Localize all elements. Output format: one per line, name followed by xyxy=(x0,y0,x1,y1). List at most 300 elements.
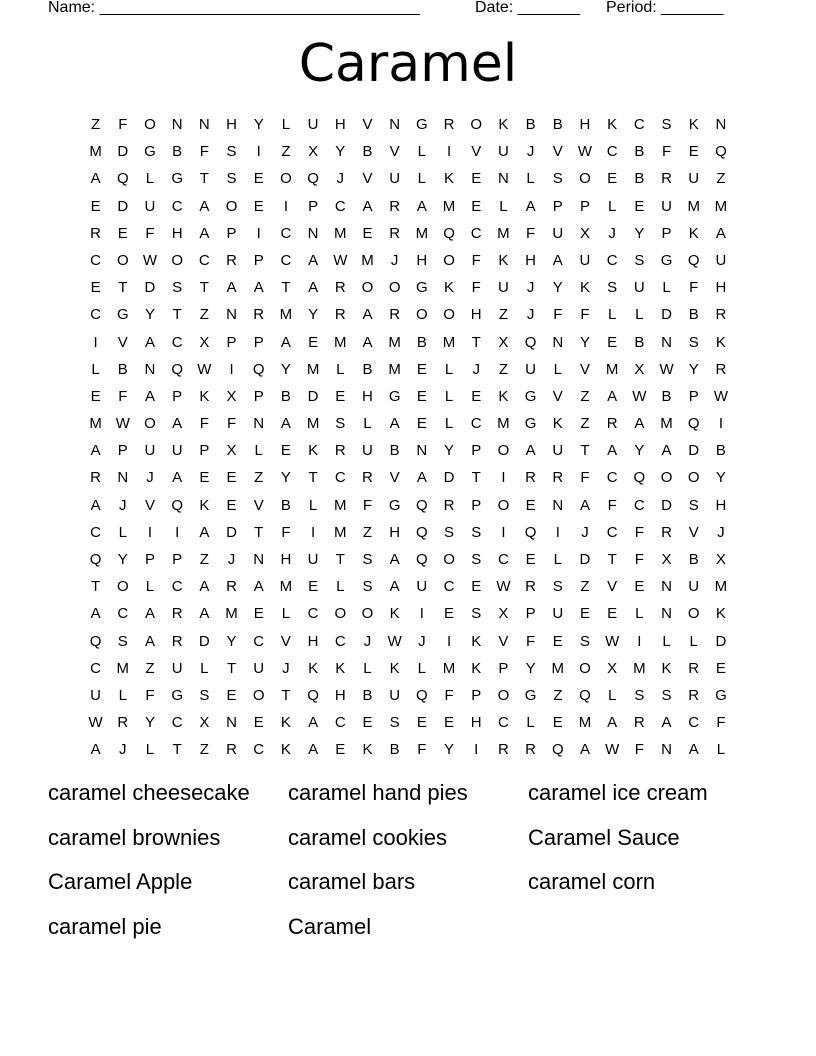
grid-letter: O xyxy=(225,197,238,215)
grid-letter: P xyxy=(661,224,672,242)
grid-letter: L xyxy=(499,197,508,215)
grid-letter: S xyxy=(634,251,645,269)
grid-letter: O xyxy=(579,659,591,677)
grid-letter: X xyxy=(634,360,645,378)
grid-letter: X xyxy=(199,333,210,351)
grid-row xyxy=(82,329,742,356)
word-bank-item: Caramel Sauce xyxy=(528,824,680,850)
grid-letter: C xyxy=(280,224,292,242)
grid-letter: Z xyxy=(362,523,373,541)
grid-letter: J xyxy=(119,741,127,759)
grid-letter: Q xyxy=(687,251,700,269)
grid-letter: V xyxy=(579,360,590,378)
grid-letter: V xyxy=(144,496,155,514)
grid-letter: J xyxy=(418,632,426,650)
grid-letter: L xyxy=(526,170,535,188)
grid-letter: R xyxy=(661,170,672,188)
grid-letter: A xyxy=(199,578,210,596)
grid-letter: M xyxy=(497,415,510,433)
grid-letter: O xyxy=(497,686,510,704)
grid-letter: T xyxy=(172,306,182,324)
grid-letter: D xyxy=(579,551,591,568)
grid-letter: C xyxy=(90,251,102,269)
grid-letter: N xyxy=(661,741,672,759)
grid-letter: B xyxy=(280,496,291,514)
grid-letter: F xyxy=(580,306,590,324)
grid-letter: L xyxy=(417,170,427,188)
grid-letter: V xyxy=(389,469,400,487)
grid-letter: U xyxy=(633,279,645,297)
grid-letter: I xyxy=(501,523,506,541)
grid-letter: Q xyxy=(416,496,428,514)
page-title: Caramel xyxy=(298,34,518,94)
grid-letter: H xyxy=(470,714,482,732)
grid-letter: B xyxy=(525,116,536,133)
grid-letter: M xyxy=(225,605,238,623)
grid-letter: I xyxy=(93,333,98,351)
grid-letter: B xyxy=(362,143,373,161)
grid-letter: K xyxy=(444,279,455,297)
grid-letter: M xyxy=(361,251,374,269)
grid-letter: R xyxy=(633,714,645,732)
grid-row xyxy=(82,165,742,192)
grid-letter: K xyxy=(552,415,563,433)
grid-letter: Z xyxy=(580,578,590,596)
grid-letter: O xyxy=(144,116,156,133)
grid-letter: F xyxy=(716,714,726,732)
grid-letter: W xyxy=(605,632,620,650)
grid-letter: A xyxy=(172,415,183,433)
grid-letter: Z xyxy=(145,659,155,677)
grid-letter: B xyxy=(416,333,427,351)
grid-letter: O xyxy=(443,306,455,324)
grid-letter: P xyxy=(226,224,237,242)
grid-letter: W xyxy=(632,387,647,405)
grid-letter: M xyxy=(551,659,565,677)
grid-letter: B xyxy=(362,360,373,378)
grid-letter: T xyxy=(471,469,481,487)
grid-row xyxy=(82,736,742,763)
grid-letter: W xyxy=(577,143,593,161)
grid-letter: W xyxy=(142,251,158,269)
grid-letter: K xyxy=(308,442,319,460)
grid-letter: T xyxy=(308,469,318,487)
grid-letter: I xyxy=(637,632,642,650)
grid-letter: Z xyxy=(553,686,563,704)
grid-letter: K xyxy=(688,116,699,133)
grid-letter: D xyxy=(117,197,129,215)
grid-letter: Q xyxy=(524,523,537,541)
grid-letter: P xyxy=(144,551,155,568)
grid-letter: K xyxy=(471,659,482,677)
grid-letter: A xyxy=(525,442,536,460)
grid-letter: X xyxy=(579,224,590,242)
grid-letter: M xyxy=(306,415,320,433)
grid-letter: M xyxy=(415,224,429,242)
grid-letter: O xyxy=(361,605,374,623)
grid-letter: C xyxy=(497,714,509,732)
grid-letter: B xyxy=(634,333,645,351)
grid-letter: Q xyxy=(252,360,265,378)
grid-letter: J xyxy=(717,523,725,541)
grid-letter: K xyxy=(688,224,699,242)
grid-letter: P xyxy=(471,442,482,460)
grid-letter: W xyxy=(496,578,511,596)
grid-letter: M xyxy=(334,496,347,514)
grid-letter: S xyxy=(226,170,237,188)
grid-letter: C xyxy=(334,197,346,215)
grid-letter: G xyxy=(524,686,537,704)
grid-letter: K xyxy=(389,659,400,677)
grid-letter: E xyxy=(226,496,237,514)
grid-letter: X xyxy=(498,333,509,351)
grid-letter: L xyxy=(607,306,617,324)
grid-letter: Y xyxy=(144,306,155,324)
grid-letter: L xyxy=(118,523,127,541)
grid-letter: K xyxy=(199,387,210,405)
grid-letter: A xyxy=(362,197,373,215)
grid-letter: O xyxy=(361,279,374,297)
grid-letter: G xyxy=(660,251,673,269)
grid-letter: R xyxy=(334,279,346,297)
grid-letter: O xyxy=(116,251,129,269)
grid-letter: C xyxy=(253,632,265,650)
grid-letter: A xyxy=(144,333,155,351)
grid-letter: S xyxy=(389,714,400,732)
grid-letter: O xyxy=(497,496,510,514)
word-bank-item: caramel bars xyxy=(288,869,416,895)
grid-letter: M xyxy=(388,360,401,378)
grid-letter: H xyxy=(334,116,346,133)
grid-letter: L xyxy=(200,659,209,677)
grid-letter: U xyxy=(525,360,537,378)
grid-letter: L xyxy=(145,170,155,188)
grid-letter: C xyxy=(334,714,346,732)
grid-letter: U xyxy=(253,659,265,677)
grid-letter: L xyxy=(145,578,155,596)
grid-letter: N xyxy=(171,116,183,133)
grid-letter: L xyxy=(553,360,562,378)
grid-letter: L xyxy=(91,360,100,378)
grid-letter: F xyxy=(471,279,481,297)
grid-letter: T xyxy=(281,279,291,297)
grid-letter: P xyxy=(471,496,482,514)
grid-letter: E xyxy=(444,714,455,732)
grid-letter: E xyxy=(416,714,427,732)
grid-letter: O xyxy=(470,116,483,133)
grid-letter: Q xyxy=(416,551,428,568)
grid-letter: Q xyxy=(633,469,646,487)
grid-letter: H xyxy=(525,251,537,269)
grid-letter: A xyxy=(607,387,618,405)
grid-letter: S xyxy=(661,686,672,704)
grid-letter: J xyxy=(526,143,535,161)
grid-letter: A xyxy=(416,469,427,487)
grid-letter: Q xyxy=(89,632,102,650)
grid-letter: B xyxy=(634,170,645,188)
grid-letter: N xyxy=(198,116,210,133)
grid-row xyxy=(82,138,742,165)
grid-letter: A xyxy=(280,333,291,351)
grid-letter: J xyxy=(336,170,345,188)
grid-letter: M xyxy=(306,360,320,378)
grid-letter: H xyxy=(470,306,482,324)
word-bank-item: Caramel Apple xyxy=(48,869,193,895)
grid-letter: Z xyxy=(716,170,726,188)
grid-letter: S xyxy=(471,605,482,623)
grid-letter: L xyxy=(444,415,454,433)
grid-letter: J xyxy=(581,523,589,541)
grid-letter: D xyxy=(715,632,727,650)
grid-letter: T xyxy=(199,279,209,297)
grid-row xyxy=(82,437,742,464)
grid-letter: H xyxy=(715,279,727,297)
grid-letter: S xyxy=(661,116,672,133)
grid-letter: A xyxy=(389,415,400,433)
grid-letter: I xyxy=(229,360,234,378)
grid-letter: A xyxy=(362,333,373,351)
grid-letter: Q xyxy=(307,686,319,704)
grid-letter: A xyxy=(144,605,155,623)
grid-row xyxy=(82,573,742,600)
grid-letter: F xyxy=(145,224,155,242)
word-bank-item: caramel brownies xyxy=(48,824,221,850)
word-bank-row xyxy=(48,866,768,911)
grid-letter: U xyxy=(144,442,156,460)
grid-letter: M xyxy=(334,523,347,541)
grid-letter: L xyxy=(635,605,644,623)
grid-letter: M xyxy=(578,714,592,732)
grid-letter: U xyxy=(416,578,428,596)
grid-letter: E xyxy=(416,387,427,405)
grid-letter: B xyxy=(661,387,672,405)
grid-letter: U xyxy=(552,605,564,623)
word-bank-item: caramel ice cream xyxy=(528,780,708,805)
grid-letter: X xyxy=(226,442,237,460)
grid-letter: R xyxy=(688,686,700,704)
grid-letter: A xyxy=(389,578,400,596)
grid-letter: E xyxy=(117,224,128,242)
grid-letter: W xyxy=(115,415,130,433)
grid-letter: U xyxy=(307,116,319,133)
grid-letter: Q xyxy=(116,170,129,188)
grid-letter: X xyxy=(226,387,237,405)
grid-row xyxy=(82,301,742,328)
grid-letter: C xyxy=(606,143,618,161)
grid-letter: G xyxy=(416,279,428,297)
grid-letter: A xyxy=(253,279,264,297)
grid-letter: U xyxy=(715,251,727,269)
grid-letter: L xyxy=(281,605,291,623)
grid-letter: A xyxy=(579,496,590,514)
grid-letter: A xyxy=(661,714,672,732)
grid-letter: F xyxy=(226,415,237,433)
grid-letter: P xyxy=(253,251,264,269)
grid-letter: E xyxy=(552,714,563,732)
grid-letter: E xyxy=(226,469,237,487)
grid-letter: R xyxy=(661,523,672,541)
grid-letter: T xyxy=(281,686,291,704)
grid-letter: X xyxy=(715,551,726,568)
grid-letter: S xyxy=(362,551,373,568)
grid-letter: M xyxy=(497,224,510,242)
grid-letter: H xyxy=(416,251,428,269)
grid-letter: G xyxy=(416,116,428,133)
grid-letter: K xyxy=(579,279,590,297)
grid-letter: M xyxy=(660,415,673,433)
grid-letter: Q xyxy=(687,415,700,433)
grid-letter: I xyxy=(555,523,560,541)
grid-letter: S xyxy=(172,279,183,297)
grid-letter: F xyxy=(145,686,155,704)
grid-letter: Q xyxy=(579,686,591,704)
grid-letter: U xyxy=(688,170,700,188)
grid-letter: A xyxy=(715,224,726,242)
grid-letter: N xyxy=(117,469,129,487)
grid-letter: S xyxy=(688,496,699,514)
grid-letter: Y xyxy=(308,306,319,324)
grid-letter: A xyxy=(308,741,319,759)
grid-letter: D xyxy=(307,387,319,405)
grid-letter: R xyxy=(334,306,346,324)
grid-letter: B xyxy=(389,741,400,759)
grid-letter: R xyxy=(389,197,401,215)
grid-letter: G xyxy=(171,170,183,188)
grid-letter: L xyxy=(363,659,372,677)
grid-letter: F xyxy=(417,741,427,759)
grid-row xyxy=(82,220,742,247)
grid-letter: C xyxy=(606,523,618,541)
grid-letter: P xyxy=(688,387,699,405)
grid-letter: E xyxy=(335,741,346,759)
grid-letter: E xyxy=(552,632,563,650)
grid-letter: F xyxy=(471,251,481,269)
grid-letter: M xyxy=(279,578,293,596)
grid-letter: F xyxy=(118,116,128,133)
grid-letter: E xyxy=(362,714,373,732)
grid-letter: L xyxy=(118,686,127,704)
grid-letter: S xyxy=(226,143,237,161)
grid-letter: E xyxy=(471,197,482,215)
grid-letter: E xyxy=(607,605,618,623)
grid-letter: C xyxy=(470,224,482,242)
grid-letter: K xyxy=(498,251,509,269)
grid-letter: C xyxy=(334,632,346,650)
grid-letter: A xyxy=(552,251,563,269)
grid-letter: O xyxy=(388,279,401,297)
grid-letter: B xyxy=(362,686,373,704)
grid-letter: M xyxy=(714,197,728,215)
grid-letter: O xyxy=(416,306,428,324)
grid-letter: A xyxy=(90,496,101,514)
grid-letter: A xyxy=(90,170,101,188)
grid-letter: F xyxy=(199,143,209,161)
grid-letter: C xyxy=(334,469,346,487)
grid-letter: O xyxy=(443,551,455,568)
grid-letter: B xyxy=(172,143,183,161)
grid-letter: Y xyxy=(444,442,455,460)
grid-row xyxy=(82,655,742,682)
grid-letter: U xyxy=(144,197,156,215)
grid-letter: L xyxy=(336,360,345,378)
grid-letter: O xyxy=(252,686,265,704)
grid-letter: C xyxy=(90,659,102,677)
grid-letter: M xyxy=(279,306,293,324)
grid-row xyxy=(82,519,742,546)
grid-letter: Z xyxy=(199,551,209,568)
grid-letter: M xyxy=(89,143,102,161)
grid-letter: H xyxy=(715,496,727,514)
grid-letter: A xyxy=(688,741,699,759)
grid-letter: O xyxy=(280,170,292,188)
grid-letter: L xyxy=(281,116,291,133)
grid-letter: A xyxy=(199,197,210,215)
grid-letter: S xyxy=(444,523,455,541)
grid-letter: C xyxy=(606,251,618,269)
grid-letter: D xyxy=(661,496,672,514)
grid-letter: T xyxy=(335,551,345,568)
grid-letter: F xyxy=(661,143,672,161)
grid-letter: K xyxy=(444,170,455,188)
grid-letter: Q xyxy=(416,686,428,704)
grid-letter: L xyxy=(417,659,427,677)
grid-letter: H xyxy=(362,387,373,405)
grid-letter: C xyxy=(171,333,183,351)
grid-letter: J xyxy=(282,659,290,677)
grid-letter: T xyxy=(172,741,182,759)
grid-letter: E xyxy=(253,605,264,623)
grid-letter: H xyxy=(389,523,401,541)
grid-letter: T xyxy=(118,279,128,297)
grid-letter: R xyxy=(171,632,183,650)
word-bank-row xyxy=(48,777,768,822)
grid-letter: A xyxy=(253,578,264,596)
grid-letter: J xyxy=(526,306,535,324)
grid-letter: J xyxy=(119,496,127,514)
grid-letter: A xyxy=(416,197,427,215)
grid-letter: U xyxy=(579,251,591,269)
grid-letter: I xyxy=(311,523,316,541)
grid-letter: P xyxy=(226,333,237,351)
grid-letter: L xyxy=(662,632,671,650)
grid-letter: A xyxy=(172,469,183,487)
grid-letter: X xyxy=(308,143,319,161)
grid-letter: H xyxy=(307,632,319,650)
grid-letter: F xyxy=(580,469,590,487)
grid-letter: C xyxy=(470,415,482,433)
grid-letter: R xyxy=(117,714,129,732)
grid-letter: R xyxy=(90,224,102,242)
word-bank-item: Caramel xyxy=(288,914,372,940)
grid-letter: Q xyxy=(524,333,537,351)
grid-letter: N xyxy=(253,415,265,433)
grid-letter: A xyxy=(199,605,210,623)
grid-letter: M xyxy=(334,333,347,351)
grid-row xyxy=(82,247,742,274)
grid-letter: V xyxy=(253,496,264,514)
grid-letter: N xyxy=(661,333,672,351)
grid-letter: G xyxy=(524,387,537,405)
grid-letter: Q xyxy=(443,224,455,242)
grid-letter: D xyxy=(198,632,210,650)
grid-letter: M xyxy=(442,197,456,215)
grid-letter: Y xyxy=(335,143,346,161)
grid-letter: O xyxy=(144,415,156,433)
grid-letter: U xyxy=(171,442,183,460)
grid-letter: E xyxy=(253,714,264,732)
grid-letter: I xyxy=(446,632,452,650)
grid-letter: N xyxy=(226,306,237,324)
